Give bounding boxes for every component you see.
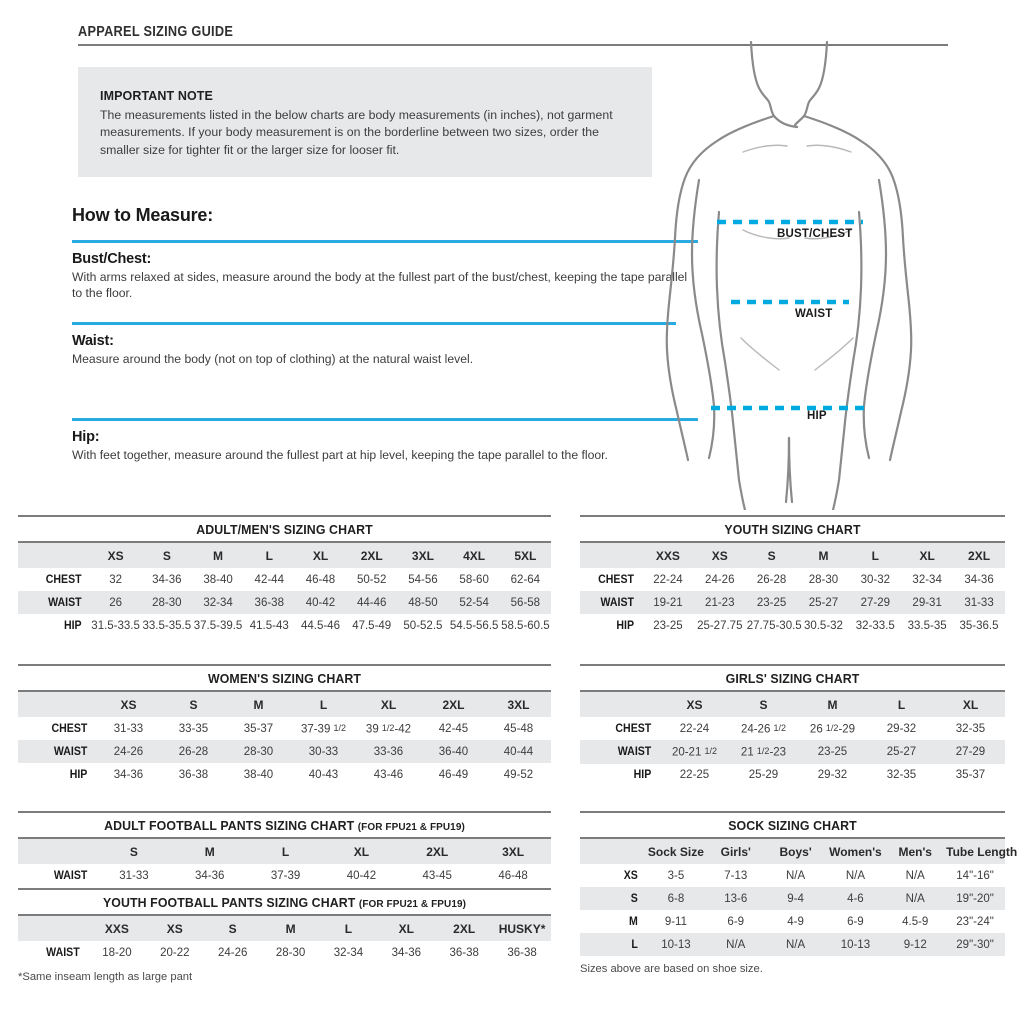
column-header: XL <box>353 844 370 859</box>
table-header-row <box>580 839 1005 864</box>
table-row <box>18 763 551 786</box>
table-row <box>18 717 551 740</box>
column-header: Tube Length <box>946 844 1018 859</box>
table-cell: 6-9 <box>727 915 745 928</box>
table-cell: 46-49 <box>438 768 469 781</box>
table-cell: N/A <box>905 892 925 905</box>
row-header: WAIST <box>53 869 88 882</box>
table-cell: 26 <box>109 596 122 609</box>
measure-label-waist: Waist: <box>72 332 114 349</box>
column-header: M <box>204 844 215 859</box>
column-header: M <box>285 921 296 936</box>
table-header-row <box>18 543 551 568</box>
row-header: S <box>630 892 638 905</box>
page-title: APPAREL SIZING GUIDE <box>78 24 234 40</box>
column-header: Sock Size <box>647 844 704 859</box>
corner-cell <box>580 543 642 568</box>
table-cell: 30-33 <box>308 745 339 758</box>
accent-divider-waist <box>72 322 676 325</box>
column-header: S <box>189 697 198 712</box>
how-to-measure-heading: How to Measure: <box>72 205 214 225</box>
row-header: CHEST <box>45 573 82 586</box>
row-header: CHEST <box>615 722 652 735</box>
table-cell: 33-35 <box>178 722 209 735</box>
column-header: HUSKY* <box>498 921 546 936</box>
column-header: XL <box>919 548 935 563</box>
table-header-row <box>580 543 1005 568</box>
column-header: XL <box>312 548 329 563</box>
figure-label-bust: BUST/CHEST <box>777 228 853 240</box>
table-row <box>580 740 1005 763</box>
table-row <box>580 910 1005 933</box>
table-cell: 33.5-35 <box>907 619 947 632</box>
body-outline-icon <box>655 40 975 510</box>
table-cell: 36-38 <box>449 946 479 959</box>
table-row <box>18 568 551 591</box>
chart-title <box>31 890 537 914</box>
row-header: HIP <box>69 768 88 781</box>
table-cell: 19"-20" <box>956 892 994 905</box>
table-cell: 10-13 <box>840 938 871 951</box>
important-note-title: IMPORTANT NOTE <box>100 89 213 103</box>
table-cell: 25-27 <box>886 746 917 759</box>
table-cell: 9-11 <box>664 915 687 928</box>
row-header: CHEST <box>51 722 88 735</box>
column-header: XS <box>166 921 183 936</box>
column-header: M <box>827 697 838 712</box>
table-cell: 32-34 <box>333 946 364 959</box>
corner-cell <box>18 543 90 568</box>
column-header: L <box>265 548 273 563</box>
table-cell: 9-4 <box>787 892 804 905</box>
table-cell: 26-28 <box>756 573 787 586</box>
column-header: 3XL <box>502 844 525 859</box>
row-header: XS <box>623 869 638 882</box>
column-header: Women's <box>829 844 882 859</box>
measure-desc-waist: Measure around the body (not on top of clothing) at the natural waist level. <box>72 351 474 366</box>
column-header: S <box>129 844 138 859</box>
chart-title-main: ADULT FOOTBALL PANTS SIZING CHART <box>104 818 355 833</box>
row-header: M <box>629 915 638 928</box>
table-row <box>580 717 1005 740</box>
table-cell: 46-48 <box>498 869 528 882</box>
table-cell: 44-46 <box>356 596 387 609</box>
table-row <box>580 933 1005 956</box>
table-cell: 19-21 <box>653 596 683 609</box>
table-cell: 56-58 <box>510 596 541 609</box>
table-cell: 9-12 <box>903 938 927 951</box>
table-cell: 35-36.5 <box>959 619 999 632</box>
table-cell: 32-35 <box>886 769 917 782</box>
table-cell: 34-36 <box>195 869 225 882</box>
column-header: 2XL <box>426 844 449 859</box>
column-header: 2XL <box>360 548 383 563</box>
table-cell: 22-24 <box>653 573 683 586</box>
table-cell: 24-26 <box>705 573 735 586</box>
chart-title <box>31 813 537 837</box>
table-cell: 20-22 <box>160 946 190 959</box>
table-cell: 35-37 <box>243 722 274 735</box>
column-header: XXS <box>655 548 680 563</box>
table-cell: 42-45 <box>438 722 469 735</box>
chart-title-sub: (FOR FPU21 & FPU19) <box>358 898 467 910</box>
table-row <box>18 591 551 614</box>
column-header: 4XL <box>463 548 486 563</box>
table-cell: 50-52.5 <box>403 619 443 632</box>
table-cell: 46-48 <box>305 573 336 586</box>
column-header: 3XL <box>507 697 530 712</box>
table-cell: 23-25 <box>653 619 683 632</box>
chart-adult-football-pants <box>18 811 551 887</box>
chart-title: GIRLS' SIZING CHART <box>725 671 860 686</box>
table-cell: 40-44 <box>503 745 534 758</box>
table-cell: 14"-16" <box>956 869 994 882</box>
table-cell: 20-21 1/2 <box>671 745 718 759</box>
sizing-table <box>580 692 1005 787</box>
sizing-table <box>580 543 1005 637</box>
table-cell: 28-30 <box>152 596 182 609</box>
table-cell: 27-29 <box>955 746 986 759</box>
corner-cell <box>580 839 646 864</box>
table-header-row <box>18 916 551 941</box>
measure-section-bust <box>72 240 698 302</box>
table-cell: 62-64 <box>510 573 541 586</box>
important-note-box <box>78 67 652 177</box>
column-header: M <box>213 548 224 563</box>
table-cell: 58.5-60.5 <box>501 619 550 632</box>
table-cell: 30-32 <box>860 573 890 586</box>
table-cell: 10-13 <box>661 938 691 951</box>
table-cell: 45-48 <box>503 722 534 735</box>
table-cell: 34-36 <box>113 768 144 781</box>
table-row <box>580 764 1005 787</box>
table-cell: 35-37 <box>955 769 986 782</box>
table-row <box>18 614 551 637</box>
table-cell: 24-26 <box>217 946 248 959</box>
table-cell: 36-38 <box>178 768 209 781</box>
table-row <box>580 568 1005 591</box>
table-header-row <box>18 692 551 717</box>
table-cell: 40-42 <box>346 869 377 882</box>
chart-footnote: *Same inseam length as large pant <box>18 971 193 983</box>
table-cell: 32-35 <box>955 722 986 735</box>
table-cell: 31-33 <box>113 722 144 735</box>
table-cell: 34-36 <box>152 573 182 586</box>
sizing-table <box>18 916 551 964</box>
column-header: XS <box>120 697 137 712</box>
table-cell: 21-23 <box>705 596 735 609</box>
table-cell: 29-32 <box>817 769 848 782</box>
chart-title-sub: (FOR FPU21 & FPU19) <box>357 821 465 833</box>
table-cell: 6-9 <box>847 915 864 928</box>
table-row <box>18 941 551 964</box>
chart-womens <box>18 664 551 786</box>
table-cell: 29-31 <box>912 596 942 609</box>
column-header: Men's <box>898 844 932 859</box>
table-cell: 4-9 <box>787 915 804 928</box>
table-cell: 44.5-46 <box>300 619 340 632</box>
row-header: WAIST <box>48 596 82 609</box>
chart-title: SOCK SIZING CHART <box>728 818 857 833</box>
table-cell: 34-36 <box>391 946 422 959</box>
table-cell: 28-30 <box>808 573 839 586</box>
table-cell: 26 1/2-29 <box>809 722 856 735</box>
column-header: XXS <box>104 921 129 936</box>
column-header: M <box>818 548 829 563</box>
column-header: Girls' <box>720 844 751 859</box>
column-header: S <box>767 548 776 563</box>
column-header: L <box>281 844 290 859</box>
column-header: 2XL <box>453 921 476 936</box>
sizing-table <box>18 839 551 887</box>
table-row <box>18 864 551 887</box>
table-cell: 4.5-9 <box>902 915 929 928</box>
table-cell: 54-56 <box>408 573 438 586</box>
chart-footnote: Sizes above are based on shoe size. <box>580 963 763 975</box>
figure-label-hip: HIP <box>807 410 827 422</box>
table-header-row <box>580 692 1005 717</box>
column-header: XL <box>398 921 414 936</box>
measure-desc-bust: With arms relaxed at sides, measure around the body at the fullest part of the bust/chest, keeping the tape parallel to the floor. <box>72 269 688 301</box>
table-cell: 27.75-30.5 <box>746 619 802 632</box>
table-cell: 47.5-49 <box>352 619 392 632</box>
table-cell: 3-5 <box>667 869 685 882</box>
table-cell: 4-6 <box>847 892 864 905</box>
table-cell: 24-26 1/2 <box>740 722 787 735</box>
table-cell: 37-39 1/2 <box>300 722 347 735</box>
table-cell: 32-34 <box>912 573 942 586</box>
column-header: XS <box>107 548 124 563</box>
chart-title: WOMEN'S SIZING CHART <box>207 671 362 686</box>
table-cell: 18-20 <box>102 946 132 959</box>
table-cell: 25-27.75 <box>697 619 743 632</box>
table-row <box>580 887 1005 910</box>
measure-section-hip <box>72 418 698 463</box>
table-cell: 37.5-39.5 <box>193 619 243 632</box>
table-cell: 25-29 <box>748 769 779 782</box>
table-cell: 31-33 <box>119 869 149 882</box>
table-cell: 38-40 <box>243 768 274 781</box>
sizing-table <box>18 692 551 786</box>
table-cell: 41.5-43 <box>249 619 289 632</box>
column-header: S <box>162 548 171 563</box>
corner-cell <box>18 692 96 717</box>
chart-girls <box>580 664 1005 787</box>
figure-label-waist: WAIST <box>795 308 833 320</box>
column-header: 3XL <box>411 548 434 563</box>
chart-title-main: YOUTH FOOTBALL PANTS SIZING CHART <box>102 895 356 910</box>
column-header: L <box>871 548 879 563</box>
table-cell: 42-44 <box>254 573 284 586</box>
column-header: M <box>253 697 264 712</box>
table-cell: 52-54 <box>459 596 489 609</box>
chart-youth-football-pants <box>18 888 551 983</box>
table-cell: 40-43 <box>308 768 339 781</box>
column-header: L <box>319 697 328 712</box>
table-cell: 38-40 <box>203 573 233 586</box>
table-cell: N/A <box>785 869 806 882</box>
table-cell: 27-29 <box>860 596 890 609</box>
body-figure <box>655 40 975 510</box>
table-cell: N/A <box>845 869 865 882</box>
row-header: WAIST <box>617 746 652 759</box>
table-cell: 24-26 <box>113 745 144 758</box>
column-header: XL <box>380 697 397 712</box>
chart-title: ADULT/MEN'S SIZING CHART <box>196 522 373 537</box>
table-cell: 26-28 <box>178 745 209 758</box>
important-note-body: The measurements listed in the below charts are body measurements (in inches), not garment measurements. If your body measurement is on the borderline between two sizes, order the smaller size for tighter fit or the larger size for looser fit. <box>100 108 613 157</box>
table-cell: 23"-24" <box>956 915 994 928</box>
table-cell: 58-60 <box>459 573 489 586</box>
row-header: HIP <box>63 619 82 632</box>
corner-cell <box>18 916 88 941</box>
chart-adult-mens <box>18 515 551 637</box>
table-cell: 33.5-35.5 <box>142 619 192 632</box>
table-cell: 28-30 <box>275 946 306 959</box>
table-cell: 36-38 <box>254 596 284 609</box>
row-header: WAIST <box>600 596 634 609</box>
column-header: XS <box>686 697 703 712</box>
table-cell: 40-42 <box>305 596 336 609</box>
table-cell: 43-45 <box>422 869 452 882</box>
table-cell: 29-32 <box>886 722 917 735</box>
measure-label-bust: Bust/Chest: <box>72 250 152 267</box>
row-header: WAIST <box>46 946 80 959</box>
table-cell: 13-6 <box>724 892 748 905</box>
table-cell: 23-25 <box>756 596 787 609</box>
table-cell: 49-52 <box>503 768 534 781</box>
table-row <box>580 864 1005 887</box>
table-cell: 36-40 <box>438 745 469 758</box>
table-header-row <box>18 839 551 864</box>
chart-title: YOUTH SIZING CHART <box>724 522 861 537</box>
table-cell: 7-13 <box>724 869 748 882</box>
column-header: XS <box>711 548 728 563</box>
row-header: HIP <box>633 769 652 782</box>
table-row <box>18 740 551 763</box>
table-cell: 31.5-33.5 <box>91 619 140 632</box>
measure-label-hip: Hip: <box>72 428 100 445</box>
column-header: L <box>344 921 353 936</box>
table-cell: 50-52 <box>356 573 387 586</box>
measure-desc-hip: With feet together, measure around the fullest part at hip level, keeping the tape parallel to the floor. <box>72 447 608 462</box>
sizing-table <box>580 839 1018 956</box>
sizing-table <box>18 543 551 637</box>
column-header: 5XL <box>514 548 537 563</box>
table-cell: 28-30 <box>243 745 274 758</box>
row-header: HIP <box>616 619 634 632</box>
table-cell: 34-36 <box>964 573 994 586</box>
table-cell: 48-50 <box>408 596 438 609</box>
chart-youth <box>580 515 1005 637</box>
table-cell: 23-25 <box>817 746 848 759</box>
column-header: S <box>228 921 237 936</box>
table-cell: 22-24 <box>679 722 710 735</box>
table-cell: 21 1/2-23 <box>740 745 787 759</box>
column-header: S <box>759 697 768 712</box>
table-cell: 22-25 <box>679 769 710 782</box>
table-cell: 25-27 <box>808 596 839 609</box>
table-cell: 32-34 <box>203 596 233 609</box>
table-cell: 30.5-32 <box>803 619 843 632</box>
table-row <box>580 591 1005 614</box>
chart-sock <box>580 811 1018 975</box>
table-cell: N/A <box>726 938 746 951</box>
table-cell: 32 <box>109 573 122 586</box>
corner-cell <box>580 692 660 717</box>
table-cell: 43-46 <box>373 768 404 781</box>
column-header: 2XL <box>442 697 465 712</box>
accent-divider-bust <box>72 240 698 243</box>
row-header: L <box>631 938 638 951</box>
row-header: CHEST <box>598 573 634 586</box>
table-cell: 36-38 <box>507 946 537 959</box>
table-cell: 29"-30" <box>956 938 994 951</box>
table-cell: N/A <box>785 938 806 951</box>
accent-divider-hip <box>72 418 698 421</box>
table-cell: 6-8 <box>667 892 685 905</box>
table-cell: 37-39 <box>270 869 301 882</box>
table-cell: N/A <box>905 869 925 882</box>
column-header: L <box>897 697 906 712</box>
table-cell: 54.5-56.5 <box>449 619 499 632</box>
table-cell: 32-33.5 <box>855 619 895 632</box>
table-row <box>580 614 1005 637</box>
column-header: 2XL <box>968 548 991 563</box>
corner-cell <box>18 839 96 864</box>
table-cell: 39 1/2-42 <box>365 722 412 735</box>
row-header: WAIST <box>53 745 88 758</box>
table-cell: 33-36 <box>373 745 404 758</box>
column-header: Boys' <box>779 844 812 859</box>
measure-section-waist <box>72 322 676 367</box>
table-cell: 31-33 <box>964 596 994 609</box>
column-header: XL <box>962 697 979 712</box>
